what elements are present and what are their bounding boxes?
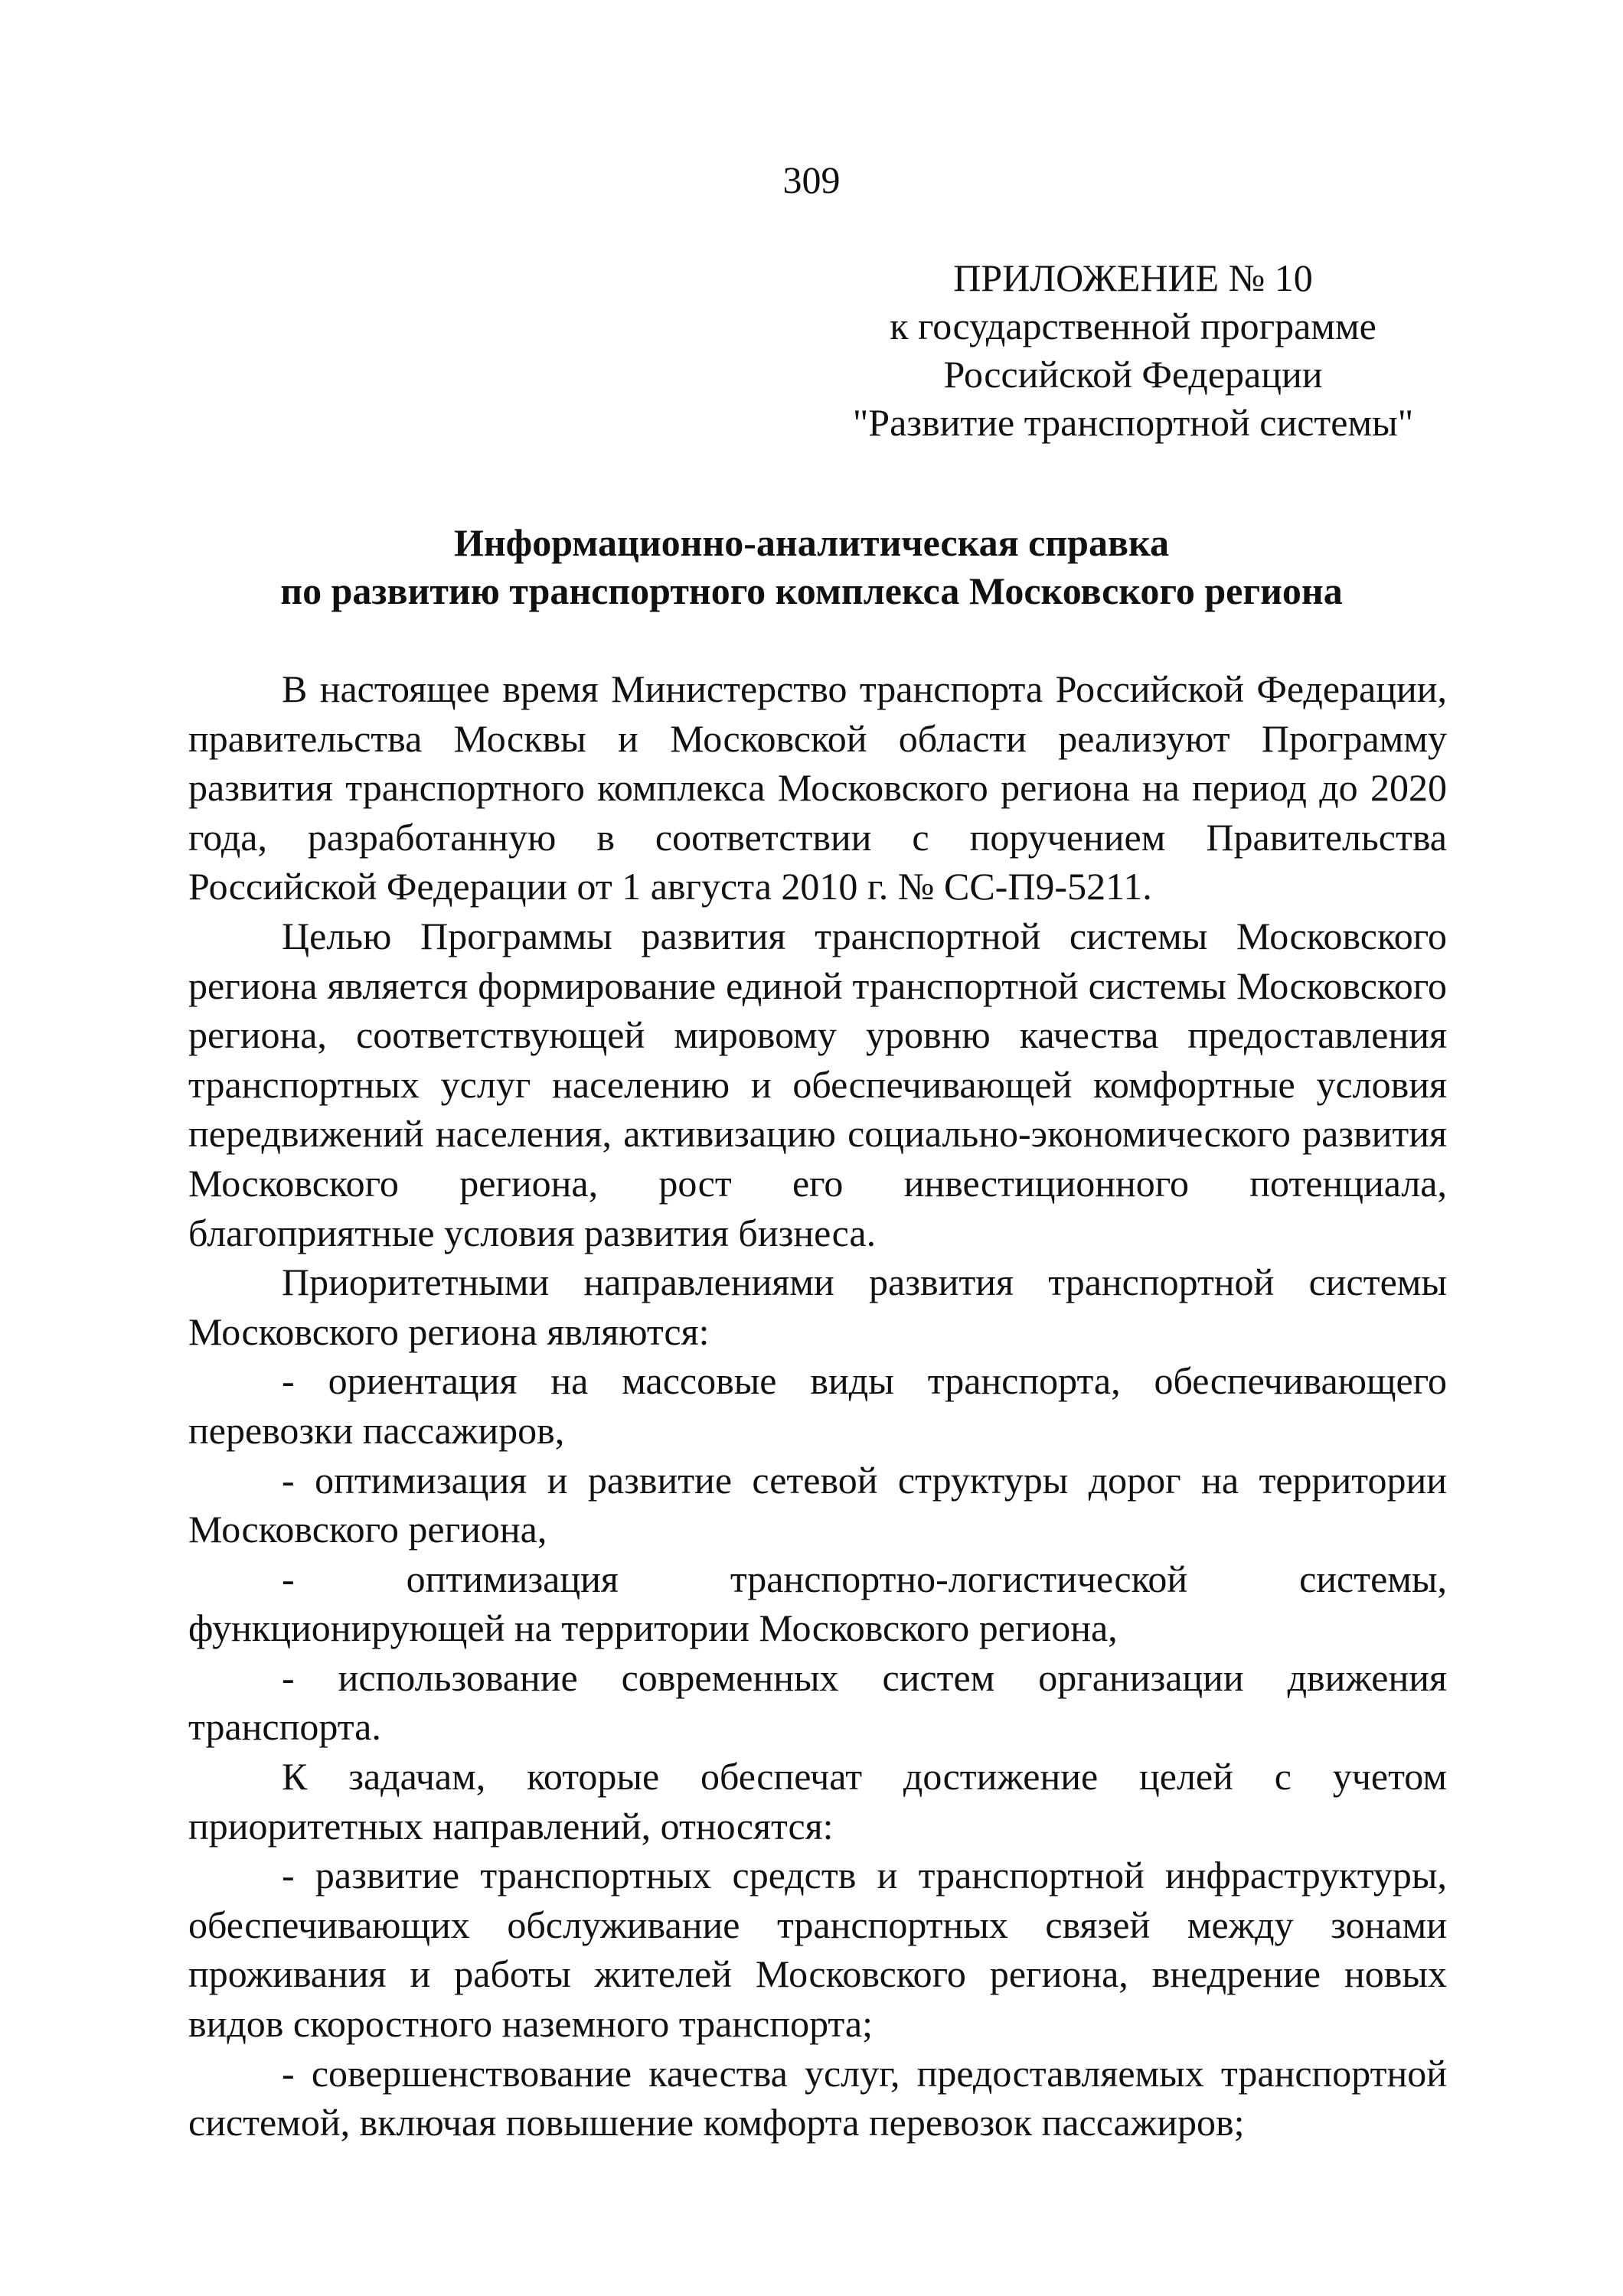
document-body — [188, 664, 1447, 2148]
appendix-line: ПРИЛОЖЕНИЕ № 10 — [953, 256, 1313, 299]
appendix-line: "Развитие транспортной системы" — [852, 401, 1414, 444]
paragraph: Целью Программы развития транспортной системы Московского региона является формирование единой транспортной системы Московского региона, соответствующей мировому уровню качества предоставления транспортных услуг населению и обеспечивающей комфортные условия передвижений населения, активизацию социально-экономического развития Московского региона, рост его инвестиционного потенциала, благоприятные условия развития бизнеса. — [188, 914, 1447, 1254]
list-item: - оптимизация и развитие сетевой структуры дорог на территории Московского региона, — [188, 1458, 1447, 1551]
appendix-header — [827, 254, 1439, 447]
list-item: - использование современных систем организации движения транспорта. — [188, 1655, 1447, 1749]
title-line: Информационно-аналитическая справка — [453, 521, 1170, 564]
list-item: - совершенствование качества услуг, предоставляемых транспортной системой, включая повышение комфорта перевозок пассажиров; — [188, 2051, 1447, 2144]
list-item: - ориентация на массовые виды транспорта, обеспечивающего перевозки пассажиров, — [188, 1359, 1447, 1452]
document-title — [0, 519, 1623, 615]
paragraph: В настоящее время Министерство транспорта Российской Федерации, правительства Москвы и Московской области реализуют Программу развития транспортного комплекса Московского региона на период до 2020 года, разработанную в соответствии с поручением Правительства Российской Федерации от 1 августа 2010 г. № СС-П9-5211. — [188, 667, 1447, 908]
page-number: 309 — [782, 158, 841, 201]
title-line: по развитию транспортного комплекса Московского региона — [280, 569, 1343, 612]
list-item: - развитие транспортных средств и транспортной инфраструктуры, обеспечивающих обслуживание транспортных связей между зонами проживания и работы жителей Московского региона, внедрение новых видов скоростного наземного транспорта; — [188, 1854, 1447, 2046]
appendix-line: к государственной программе — [890, 305, 1376, 347]
list-item: - оптимизация транспортно-логистической системы, функционирующей на территории Московского региона, — [188, 1557, 1447, 1650]
paragraph: Приоритетными направлениями развития транспортной системы Московского региона являются: — [188, 1261, 1447, 1353]
appendix-line: Российской Федерации — [943, 353, 1323, 396]
paragraph: К задачам, которые обеспечат достижение целей с учетом приоритетных направлений, относятся: — [188, 1755, 1447, 1848]
